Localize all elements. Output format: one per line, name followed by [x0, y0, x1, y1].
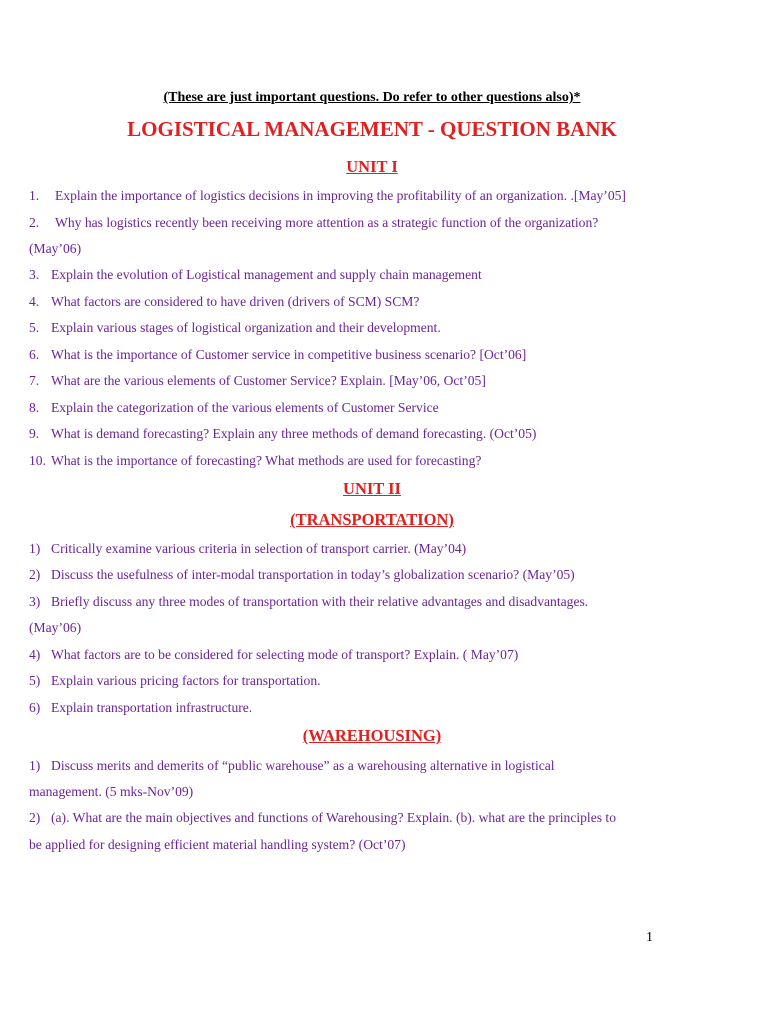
- warehousing-heading: (WAREHOUSING): [302, 726, 442, 745]
- question-number: 1): [29, 758, 41, 773]
- question-number: 5.: [29, 320, 40, 335]
- question-number: 10.: [29, 453, 46, 468]
- warehouse-question-1-continued: management. (5 mks-Nov’09): [29, 784, 194, 799]
- question-number: 5): [29, 673, 41, 688]
- question-number: 3): [29, 594, 41, 609]
- unit-1-question-9: [29, 421, 741, 448]
- question-number: 6): [29, 700, 41, 715]
- unit-1-question-5: [29, 315, 741, 342]
- unit-1-question-2: [29, 210, 741, 237]
- unit-1-question-3: [29, 262, 741, 289]
- question-text: What is demand forecasting? Explain any three methods of demand forecasting. (Oct’05): [51, 426, 537, 441]
- question-text: Discuss the usefulness of inter-modal transportation in today’s globalization scenario? (May’05): [51, 567, 575, 582]
- unit-1-question-10: [29, 448, 741, 475]
- transport-question-3-continued: (May’06): [29, 620, 82, 635]
- warehouse-question-2-continued: be applied for designing efficient material handling system? (Oct’07): [29, 837, 406, 852]
- question-number: 4): [29, 647, 41, 662]
- question-text: Why has logistics recently been receiving more attention as a strategic function of the organization?: [55, 215, 599, 230]
- question-text: What factors are considered to have driven (drivers of SCM) SCM?: [51, 294, 420, 309]
- question-number: 2.: [29, 215, 40, 230]
- question-text: Explain the importance of logistics decisions in improving the profitability of an organization. .[May’05]: [55, 188, 626, 203]
- question-text: Explain the categorization of the various elements of Customer Service: [51, 400, 439, 415]
- important-note: (These are just important questions. Do refer to other questions also)*: [163, 90, 581, 105]
- unit-1-question-4: [29, 289, 741, 316]
- question-text: What factors are to be considered for selecting mode of transport? Explain. ( May’07): [51, 647, 519, 662]
- unit-1-question-2-continued: (May’06): [29, 241, 82, 256]
- question-text: Explain various stages of logistical organization and their development.: [51, 320, 441, 335]
- question-number: 2): [29, 567, 41, 582]
- warehouse-question-2: [29, 805, 741, 832]
- transport-question-2: [29, 562, 741, 589]
- transport-question-3: [29, 589, 741, 616]
- unit-1-heading: UNIT I: [346, 157, 398, 176]
- question-number: 6.: [29, 347, 40, 362]
- unit-1-question-8: [29, 395, 741, 422]
- question-text: Discuss merits and demerits of “public warehouse” as a warehousing alternative in logistical: [51, 758, 555, 773]
- unit-1-question-6: [29, 342, 741, 369]
- question-text: Critically examine various criteria in selection of transport carrier. (May’04): [51, 541, 467, 556]
- transport-question-6: [29, 695, 741, 722]
- question-number: 1): [29, 541, 41, 556]
- unit-1-question-1: [29, 183, 741, 210]
- unit-2-heading: UNIT II: [343, 479, 401, 498]
- transport-question-5: [29, 668, 741, 695]
- question-number: 9.: [29, 426, 40, 441]
- question-text: What are the various elements of Customer Service? Explain. [May’06, Oct’05]: [51, 373, 486, 388]
- question-number: 4.: [29, 294, 40, 309]
- transportation-heading: (TRANSPORTATION): [290, 510, 454, 529]
- page-number: 1: [646, 930, 653, 945]
- question-text: Briefly discuss any three modes of transportation with their relative advantages and disadvantages.: [51, 594, 589, 609]
- question-text: What is the importance of Customer service in competitive business scenario? [Oct’06]: [51, 347, 527, 362]
- question-number: 1.: [29, 188, 40, 203]
- question-number: 7.: [29, 373, 40, 388]
- unit-1-question-7: [29, 368, 741, 395]
- question-text: Explain transportation infrastructure.: [51, 700, 253, 715]
- question-number: 8.: [29, 400, 40, 415]
- question-text: Explain various pricing factors for transportation.: [51, 673, 321, 688]
- question-text: What is the importance of forecasting? What methods are used for forecasting?: [51, 453, 482, 468]
- question-text: Explain the evolution of Logistical management and supply chain management: [51, 267, 482, 282]
- question-number: 3.: [29, 267, 40, 282]
- transport-question-4: [29, 642, 741, 669]
- warehouse-question-1: [29, 753, 741, 780]
- page-title: LOGISTICAL MANAGEMENT - QUESTION BANK: [127, 117, 617, 141]
- question-number: 2): [29, 810, 41, 825]
- question-text: (a). What are the main objectives and functions of Warehousing? Explain. (b). what are the principles to: [51, 810, 616, 825]
- transport-question-1: [29, 536, 741, 563]
